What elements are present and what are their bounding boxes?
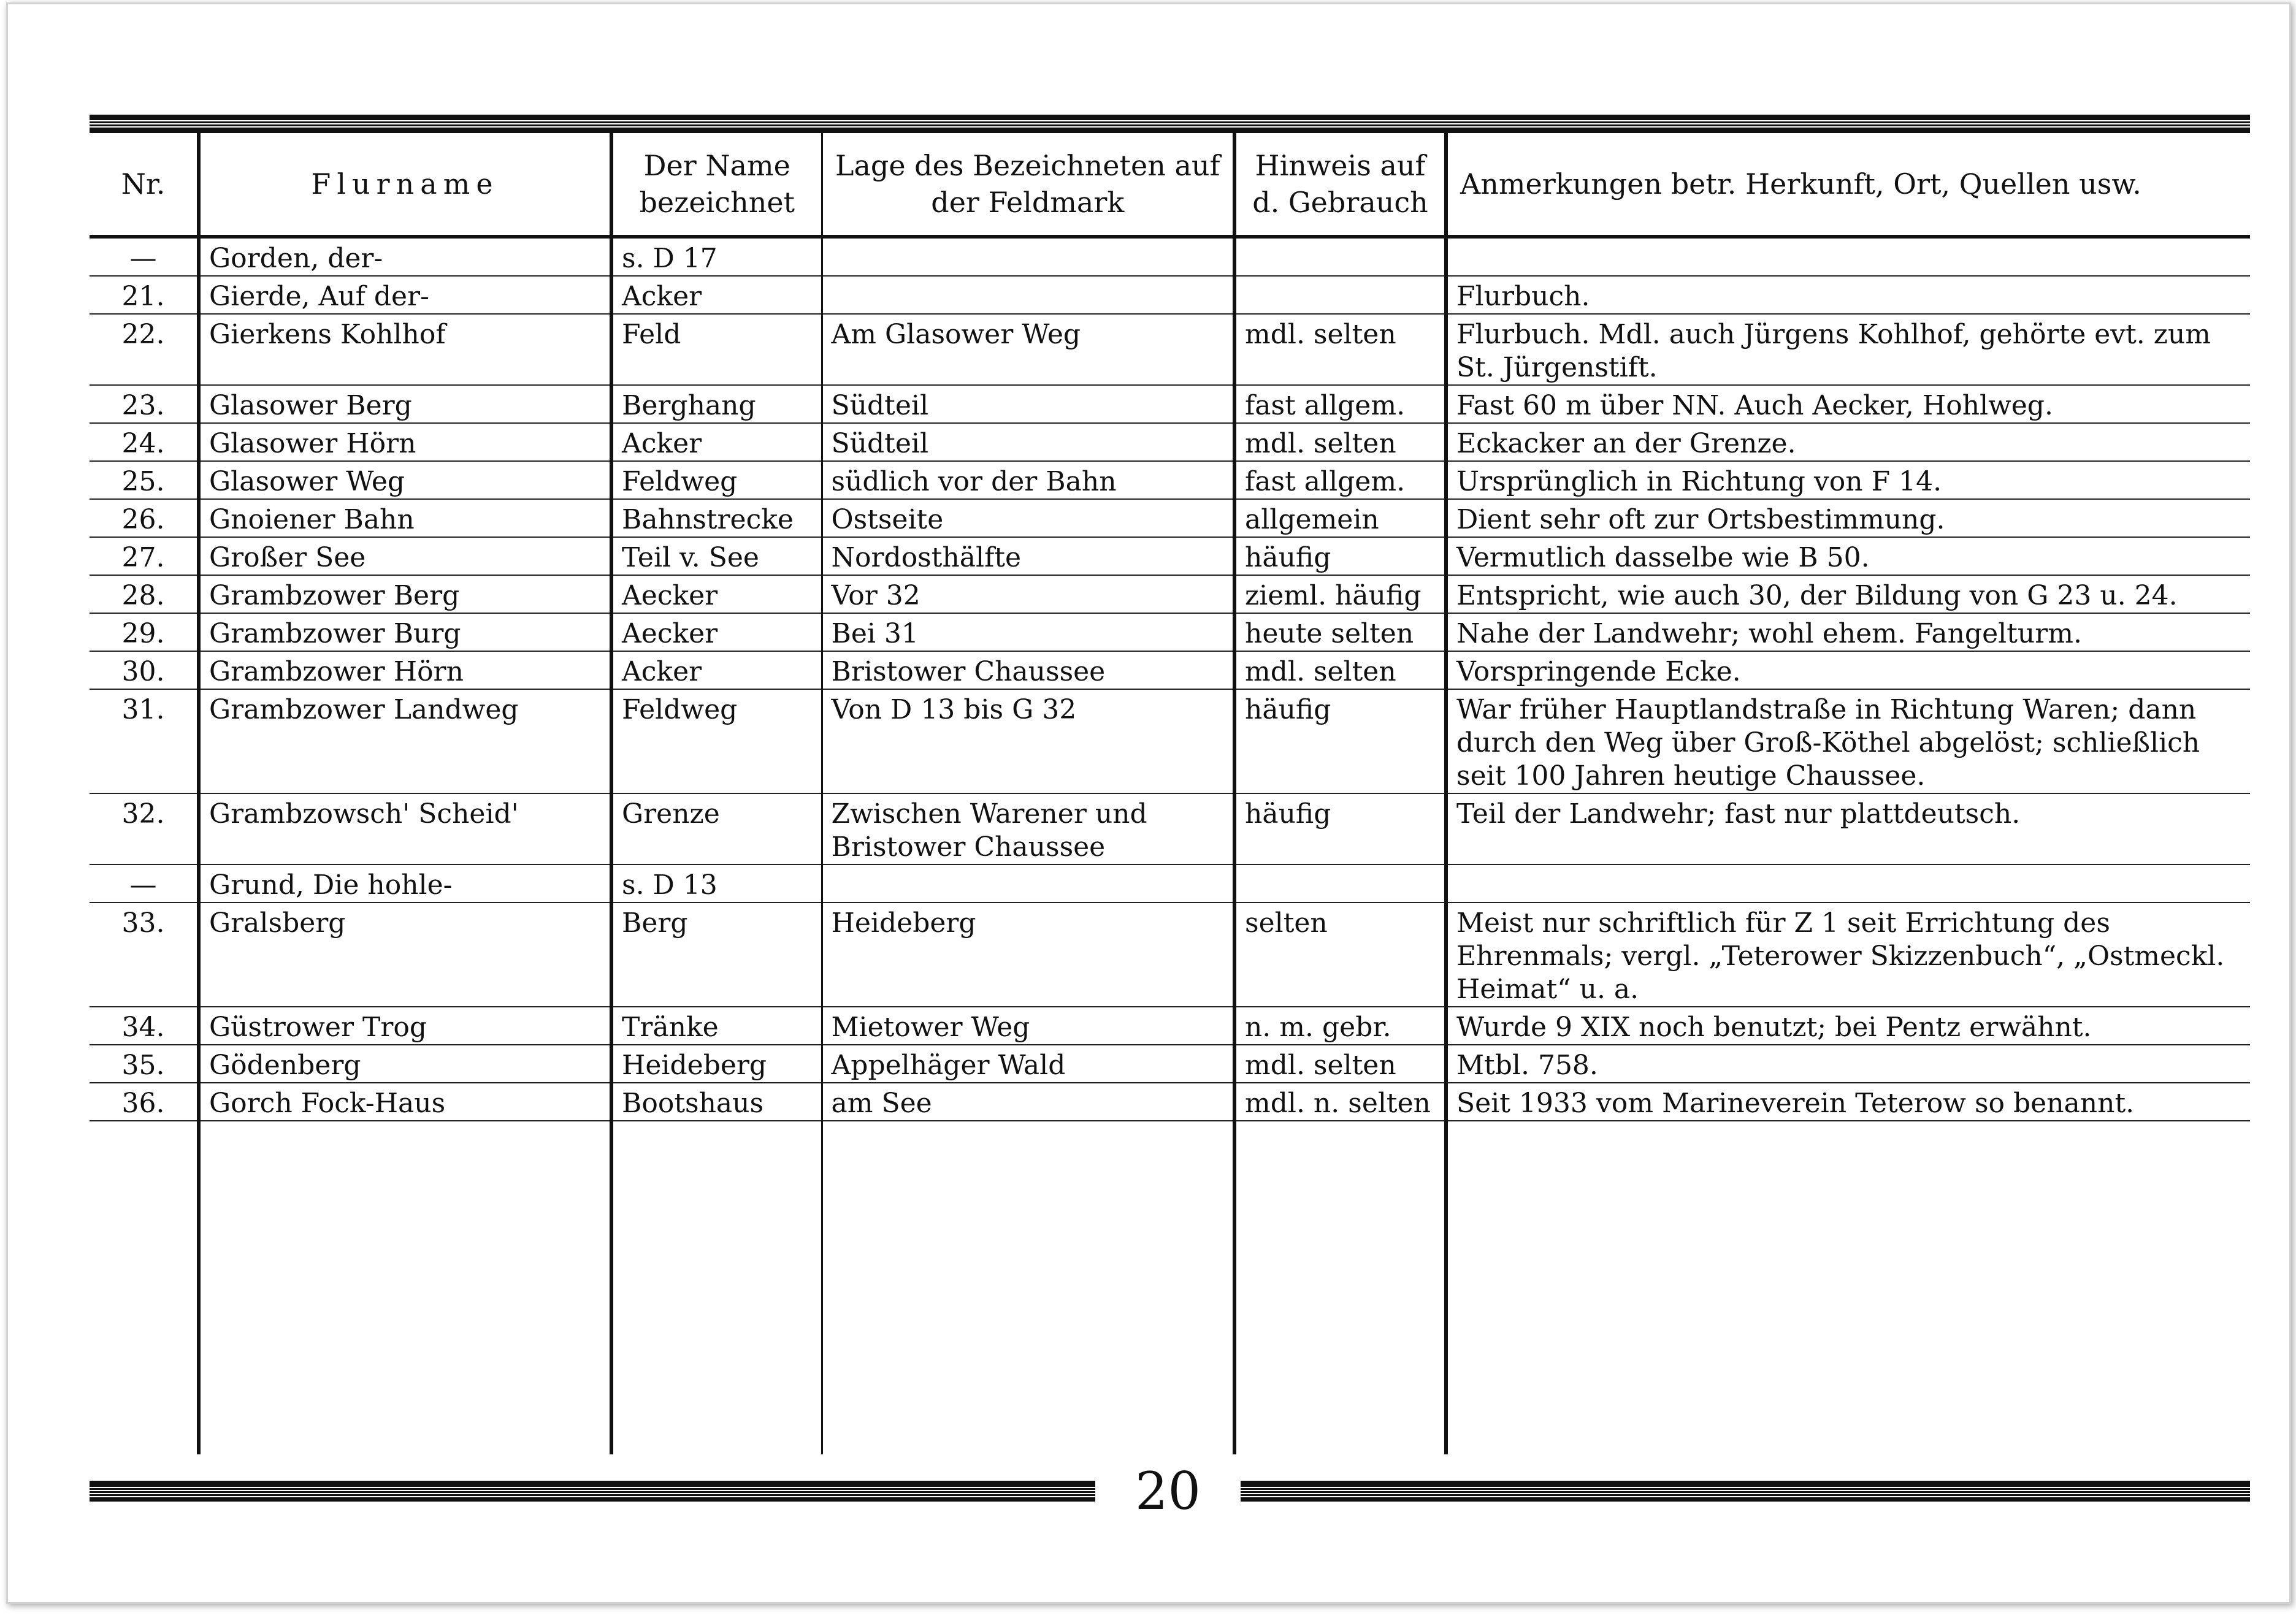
top-double-rule [90, 115, 2250, 133]
cell-usage: mdl. n. selten [1234, 1083, 1446, 1121]
cell-location: Bristower Chaussee [822, 651, 1234, 689]
filler-cell [90, 1121, 199, 1454]
table-row [90, 903, 2250, 1007]
table-row [90, 276, 2250, 314]
cell-usage: häufig [1234, 689, 1446, 793]
page-number: 20 [1135, 1461, 1201, 1521]
table-row [90, 237, 2250, 276]
cell-named: Feldweg [611, 689, 822, 793]
cell-named: Aecker [611, 613, 822, 651]
cell-named: s. D 13 [611, 865, 822, 903]
table-body [90, 237, 2250, 1454]
cell-named: Teil v. See [611, 537, 822, 575]
cell-flurname: Grambzowsch' Scheid' [199, 793, 611, 865]
cell-flurname: Glasower Berg [199, 385, 611, 423]
filler-cell [822, 1121, 1234, 1454]
cell-location [822, 276, 1234, 314]
cell-location: am See [822, 1083, 1234, 1121]
cell-location: Appelhäger Wald [822, 1045, 1234, 1083]
cell-usage: selten [1234, 903, 1446, 1007]
header-flurname: Flurname [199, 133, 611, 237]
bottom-rule-right [1241, 1481, 2250, 1502]
cell-notes: Entspricht, wie auch 30, der Bildung von G 23 u. 24. [1446, 575, 2250, 613]
cell-notes: Wurde 9 XIX noch benutzt; bei Pentz erwähnt. [1446, 1007, 2250, 1045]
cell-usage: häufig [1234, 537, 1446, 575]
cell-flurname: Grambzower Burg [199, 613, 611, 651]
cell-notes: Meist nur schriftlich für Z 1 seit Errichtung des Ehrenmals; vergl. „Teterower Skizzenbuch“, „Ostmeckl. Heimat“ u. a. [1446, 903, 2250, 1007]
cell-notes: Teil der Landwehr; fast nur plattdeutsch. [1446, 793, 2250, 865]
table-row [90, 575, 2250, 613]
cell-usage [1234, 276, 1446, 314]
table-row [90, 1083, 2250, 1121]
table-row [90, 537, 2250, 575]
cell-named: Berg [611, 903, 822, 1007]
cell-flurname: Glasower Hörn [199, 423, 611, 461]
cell-named: Acker [611, 423, 822, 461]
header-notes: Anmerkungen betr. Herkunft, Ort, Quellen usw. [1446, 133, 2250, 237]
cell-nr: 24. [90, 423, 199, 461]
cell-named: Berghang [611, 385, 822, 423]
cell-usage: n. m. gebr. [1234, 1007, 1446, 1045]
cell-flurname: Grambzower Landweg [199, 689, 611, 793]
header-nr: Nr. [90, 133, 199, 237]
filler-cell [199, 1121, 611, 1454]
cell-notes [1446, 237, 2250, 276]
cell-notes: Flurbuch. Mdl. auch Jürgens Kohlhof, gehörte evt. zum St. Jürgenstift. [1446, 314, 2250, 385]
field-names-table [90, 133, 2250, 1454]
table-row [90, 865, 2250, 903]
cell-usage: mdl. selten [1234, 423, 1446, 461]
cell-flurname: Gnoiener Bahn [199, 499, 611, 537]
filler-cell [611, 1121, 822, 1454]
cell-notes: Fast 60 m über NN. Auch Aecker, Hohlweg. [1446, 385, 2250, 423]
cell-location: Ostseite [822, 499, 1234, 537]
table-row [90, 1007, 2250, 1045]
cell-location: Bei 31 [822, 613, 1234, 651]
cell-named: Tränke [611, 1007, 822, 1045]
cell-flurname: Gierkens Kohlhof [199, 314, 611, 385]
cell-location: Von D 13 bis G 32 [822, 689, 1234, 793]
cell-named: Bootshaus [611, 1083, 822, 1121]
cell-notes: War früher Hauptlandstraße in Richtung Waren; dann durch den Weg über Groß-Köthel abgelöst; schließlich seit 100 Jahren heutige Chaussee. [1446, 689, 2250, 793]
cell-location: Mietower Weg [822, 1007, 1234, 1045]
cell-nr: 21. [90, 276, 199, 314]
cell-notes: Vermutlich dasselbe wie B 50. [1446, 537, 2250, 575]
cell-location: Heideberg [822, 903, 1234, 1007]
cell-flurname: Gorden, der- [199, 237, 611, 276]
cell-flurname: Glasower Weg [199, 461, 611, 499]
cell-nr: — [90, 237, 199, 276]
cell-nr: 35. [90, 1045, 199, 1083]
table-row [90, 689, 2250, 793]
cell-location [822, 237, 1234, 276]
cell-usage: allgemein [1234, 499, 1446, 537]
cell-nr: 22. [90, 314, 199, 385]
cell-usage: zieml. häufig [1234, 575, 1446, 613]
filler-cell [1446, 1121, 2250, 1454]
cell-nr: 25. [90, 461, 199, 499]
cell-usage: häufig [1234, 793, 1446, 865]
cell-usage: fast allgem. [1234, 385, 1446, 423]
table-row [90, 314, 2250, 385]
cell-usage: fast allgem. [1234, 461, 1446, 499]
cell-usage: heute selten [1234, 613, 1446, 651]
document-page [6, 2, 2291, 1604]
cell-named: Aecker [611, 575, 822, 613]
cell-flurname: Gorch Fock-Haus [199, 1083, 611, 1121]
cell-flurname: Grambzower Hörn [199, 651, 611, 689]
cell-flurname: Gierde, Auf der- [199, 276, 611, 314]
table-row [90, 1045, 2250, 1083]
cell-nr: 34. [90, 1007, 199, 1045]
cell-named: Heideberg [611, 1045, 822, 1083]
cell-notes: Mtbl. 758. [1446, 1045, 2250, 1083]
cell-nr: 28. [90, 575, 199, 613]
cell-named: Acker [611, 651, 822, 689]
cell-location: Vor 32 [822, 575, 1234, 613]
cell-flurname: Großer See [199, 537, 611, 575]
cell-nr: 33. [90, 903, 199, 1007]
cell-flurname: Gödenberg [199, 1045, 611, 1083]
table-row [90, 613, 2250, 651]
cell-location: Nordosthälfte [822, 537, 1234, 575]
table-row [90, 651, 2250, 689]
cell-flurname: Gralsberg [199, 903, 611, 1007]
cell-location: Zwischen Warener und Bristower Chaussee [822, 793, 1234, 865]
cell-flurname: Grambzower Berg [199, 575, 611, 613]
cell-notes: Vorspringende Ecke. [1446, 651, 2250, 689]
cell-named: Grenze [611, 793, 822, 865]
cell-named: s. D 17 [611, 237, 822, 276]
table-filler-row [90, 1121, 2250, 1454]
cell-named: Acker [611, 276, 822, 314]
filler-cell [1234, 1121, 1446, 1454]
table-row [90, 793, 2250, 865]
table-row [90, 423, 2250, 461]
cell-notes: Flurbuch. [1446, 276, 2250, 314]
cell-notes: Seit 1933 vom Marineverein Teterow so benannt. [1446, 1083, 2250, 1121]
cell-nr: 27. [90, 537, 199, 575]
cell-named: Bahnstrecke [611, 499, 822, 537]
cell-nr: — [90, 865, 199, 903]
cell-nr: 31. [90, 689, 199, 793]
cell-nr: 30. [90, 651, 199, 689]
cell-usage: mdl. selten [1234, 314, 1446, 385]
cell-usage [1234, 237, 1446, 276]
cell-location: Südteil [822, 423, 1234, 461]
cell-usage: mdl. selten [1234, 651, 1446, 689]
cell-flurname: Grund, Die hohle- [199, 865, 611, 903]
cell-location [822, 865, 1234, 903]
cell-flurname: Güstrower Trog [199, 1007, 611, 1045]
cell-location: Am Glasower Weg [822, 314, 1234, 385]
cell-usage [1234, 865, 1446, 903]
table-row [90, 499, 2250, 537]
cell-notes: Ursprünglich in Richtung von F 14. [1446, 461, 2250, 499]
cell-named: Feldweg [611, 461, 822, 499]
cell-nr: 32. [90, 793, 199, 865]
cell-notes: Nahe der Landwehr; wohl ehem. Fangelturm. [1446, 613, 2250, 651]
field-names-table-wrap [90, 133, 2250, 1454]
cell-nr: 26. [90, 499, 199, 537]
cell-notes: Eckacker an der Grenze. [1446, 423, 2250, 461]
cell-nr: 23. [90, 385, 199, 423]
cell-nr: 29. [90, 613, 199, 651]
header-named: Der Name bezeichnet [611, 133, 822, 237]
cell-named: Feld [611, 314, 822, 385]
cell-usage: mdl. selten [1234, 1045, 1446, 1083]
cell-location: Südteil [822, 385, 1234, 423]
header-location: Lage des Bezeichneten auf der Feldmark [822, 133, 1234, 237]
cell-notes [1446, 865, 2250, 903]
cell-notes: Dient sehr oft zur Ortsbestimmung. [1446, 499, 2250, 537]
bottom-rule-left [90, 1481, 1095, 1502]
table-row [90, 461, 2250, 499]
table-header-row [90, 133, 2250, 237]
cell-location: südlich vor der Bahn [822, 461, 1234, 499]
header-usage: Hinweis auf d. Gebrauch [1234, 133, 1446, 237]
cell-nr: 36. [90, 1083, 199, 1121]
table-row [90, 385, 2250, 423]
